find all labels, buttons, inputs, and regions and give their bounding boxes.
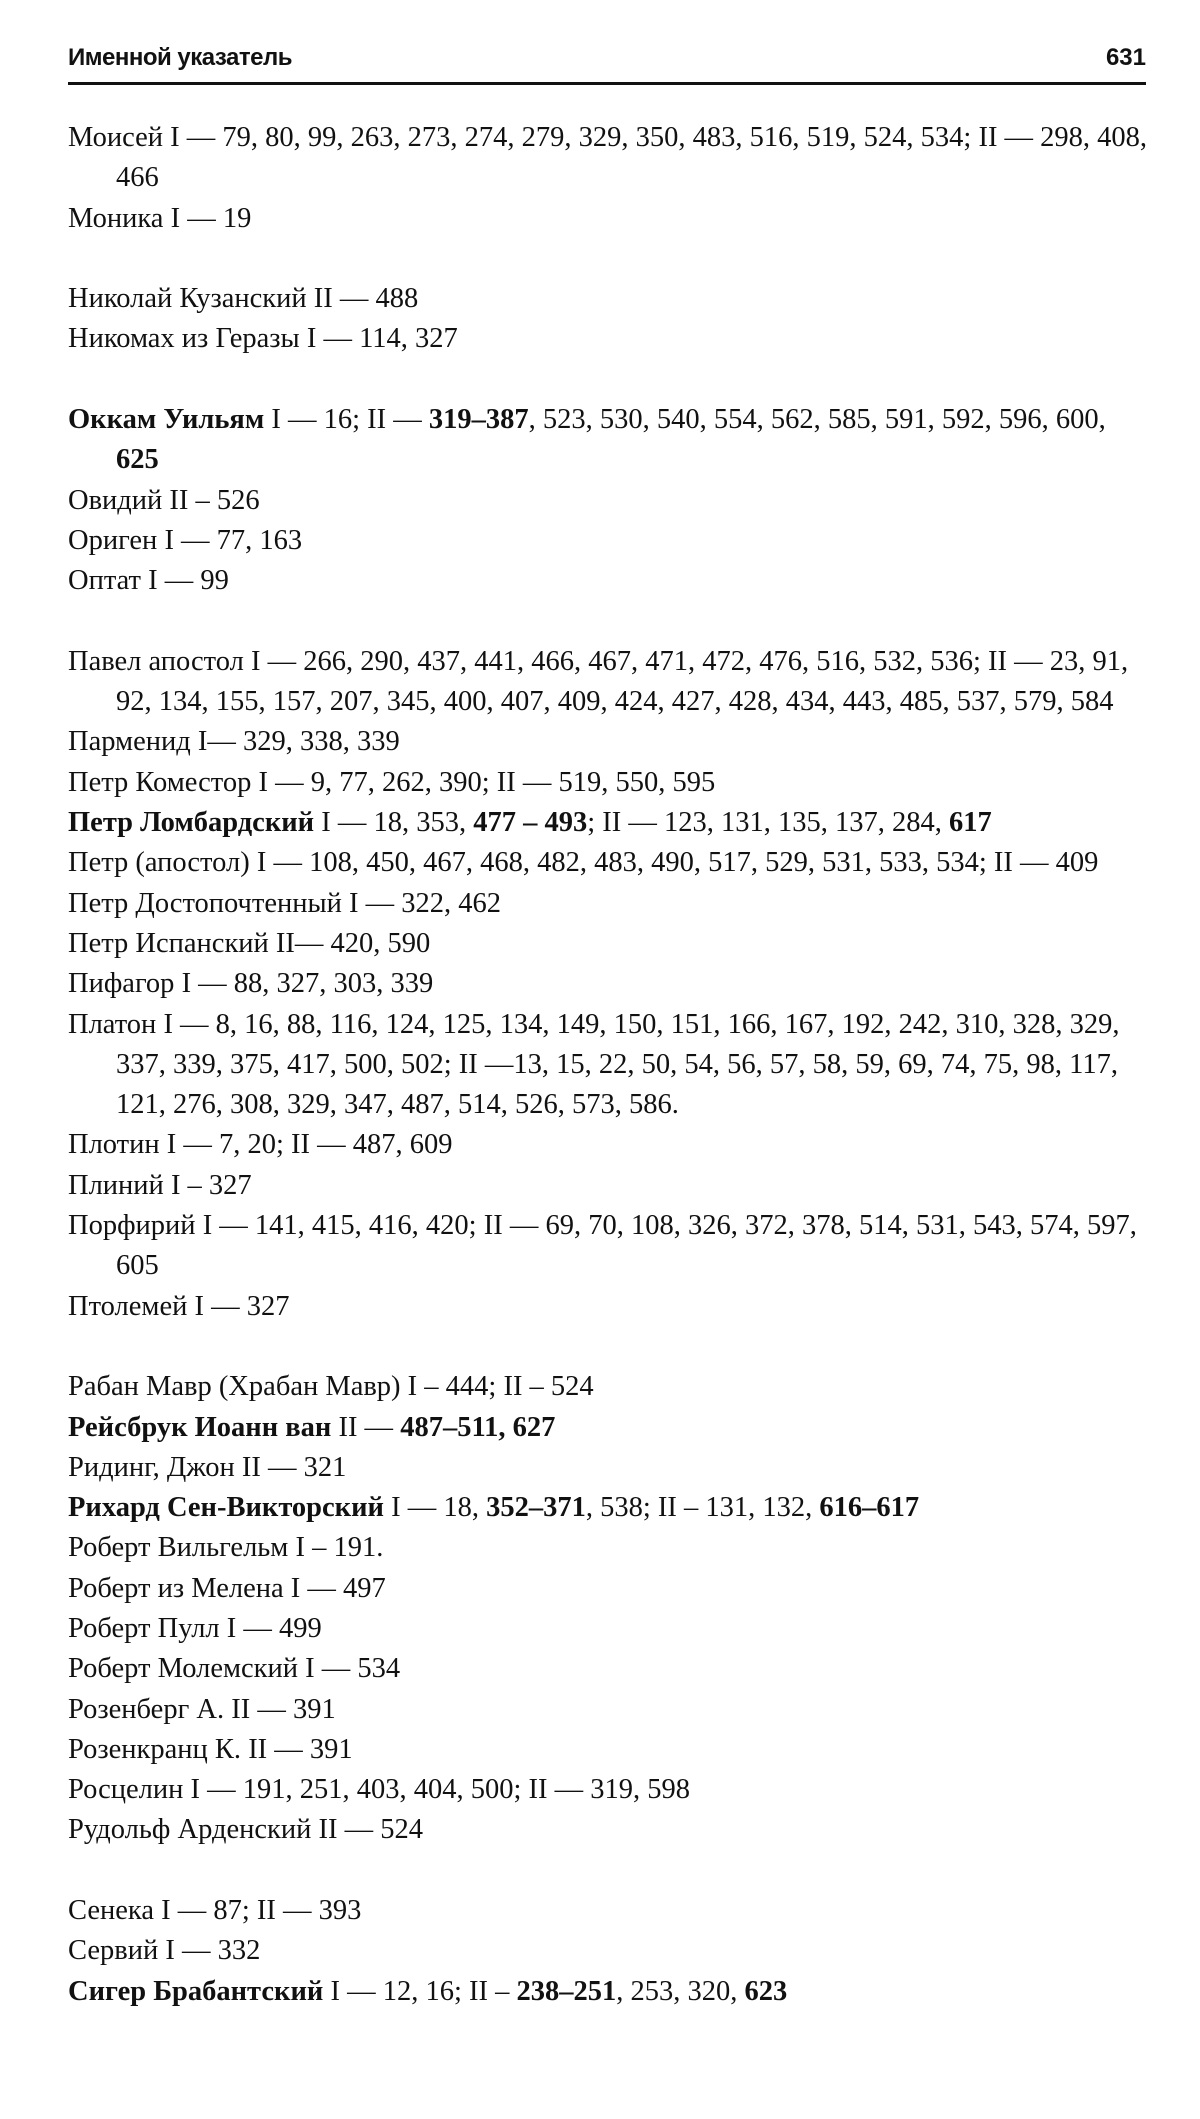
entry-pages: I — 77, 163 [157, 525, 302, 556]
index-entry [68, 642, 1148, 723]
entry-name: Моисей [68, 122, 163, 153]
entry-name: Сервий [68, 1935, 158, 1966]
entry-pages: I — 497 [284, 1573, 386, 1604]
entry-pages: I — 18, 353, [314, 807, 473, 838]
index-entry [68, 1488, 1148, 1528]
entry-pages: II — [331, 1412, 400, 1443]
index-entry [68, 1569, 1148, 1609]
index-group [68, 1891, 1148, 2012]
index-entry [68, 964, 1148, 1004]
entry-name: Роберт Пулл [68, 1613, 220, 1644]
entry-pages: 623 [744, 1976, 787, 2007]
running-header-title: Именной указатель [68, 44, 292, 72]
entry-pages: 625 [116, 444, 159, 475]
entry-pages: ; II — 123, 131, 135, 137, 284, [587, 807, 949, 838]
index-entry [68, 279, 1148, 319]
entry-name: Петр (апостол) [68, 847, 250, 878]
group-spacer [68, 360, 1148, 400]
index-entry [68, 481, 1148, 521]
entry-pages: I — 191, 251, 403, 404, 500; II — 319, 598 [183, 1774, 690, 1805]
entry-pages: , 253, 320, [616, 1976, 744, 2007]
entry-name: Птолемей [68, 1291, 187, 1322]
entry-name: Розенкранц К. [68, 1734, 241, 1765]
entry-pages: 487–511, 627 [400, 1412, 555, 1443]
entry-pages: 352–371 [486, 1492, 586, 1523]
entry-pages: I – 444; II – 524 [401, 1371, 594, 1402]
running-header [68, 44, 1146, 84]
entry-name: Плотин [68, 1129, 160, 1160]
entry-pages: I — 12, 16; II – [323, 1976, 516, 2007]
index-entry [68, 521, 1148, 561]
entry-name: Росцелин [68, 1774, 183, 1805]
index-entry [68, 1690, 1148, 1730]
entry-pages: II — 391 [224, 1694, 336, 1725]
index-entry [68, 1448, 1148, 1488]
entry-name: Петр Испанский [68, 928, 269, 959]
entry-name: Роберт Молемский [68, 1653, 298, 1684]
index-entry [68, 843, 1148, 883]
entry-name: Ориген [68, 525, 157, 556]
index-group [68, 642, 1148, 1327]
entry-pages: II — 524 [311, 1814, 423, 1845]
entry-name: Моника [68, 203, 163, 234]
entry-name: Рабан Мавр (Храбан Мавр) [68, 1371, 401, 1402]
index-entry [68, 1770, 1148, 1810]
index-entry [68, 1931, 1148, 1971]
index-entry [68, 1125, 1148, 1165]
index-entry [68, 1166, 1148, 1206]
entry-pages: I — 8, 16, 88, 116, 124, 125, 134, 149, 150, 151, 166, 167, 192, 242, 310, 328, 329, 337, 339, 375, 417, 500, 502; II —13, 15, 22, 50, 54, 56, 57, 58, 59, 69, 74, 75, 98, 117, 121, 276, 308, 329, 347, 487, 514, 526, 573, 586. [116, 1009, 1120, 1121]
entry-pages: I — 18, [384, 1492, 486, 1523]
entry-name: Рудольф Арденский [68, 1814, 311, 1845]
entry-name: Рихард Сен-Викторский [68, 1492, 384, 1523]
entry-pages: I— 329, 338, 339 [191, 726, 400, 757]
index-entry [68, 803, 1148, 843]
entry-name: Николай Кузанский [68, 283, 307, 314]
entry-name: Роберт из Мелена [68, 1573, 284, 1604]
entry-pages: I — 88, 327, 303, 339 [174, 968, 433, 999]
entry-pages: , 523, 530, 540, 554, 562, 585, 591, 592, 596, 600, [529, 404, 1106, 435]
entry-name: Павел апостол [68, 646, 244, 677]
entry-pages: I — 87; II — 393 [154, 1895, 361, 1926]
index-entry [68, 884, 1148, 924]
index-group [68, 118, 1148, 239]
index-entry [68, 561, 1148, 601]
entry-pages: I — 7, 20; II — 487, 609 [160, 1129, 453, 1160]
entry-name: Сигер Брабантский [68, 1976, 323, 2007]
index-entry [68, 1408, 1148, 1448]
entry-name: Плиний [68, 1170, 164, 1201]
index-entry [68, 1367, 1148, 1407]
entry-name: Розенберг А. [68, 1694, 224, 1725]
entry-pages: I — 141, 415, 416, 420; II — 69, 70, 108, 326, 372, 378, 514, 531, 543, 574, 597, 605 [116, 1210, 1137, 1281]
index-group [68, 279, 1148, 360]
index-entry [68, 924, 1148, 964]
entry-pages: II — 391 [241, 1734, 353, 1765]
entry-pages: I – 191. [288, 1532, 383, 1563]
book-page [0, 0, 1200, 2119]
entry-pages: 616–617 [819, 1492, 919, 1523]
entry-pages: I — 499 [220, 1613, 322, 1644]
entry-name: Оккам Уильям [68, 404, 264, 435]
index-entry [68, 1528, 1148, 1568]
index-entry [68, 1609, 1148, 1649]
group-spacer [68, 239, 1148, 279]
entry-pages: I — 266, 290, 437, 441, 466, 467, 471, 472, 476, 516, 532, 536; II — 23, 91, 92, 134, 155, 157, 207, 345, 400, 407, 409, 424, 427, 428, 434, 443, 485, 537, 579, 584 [116, 646, 1128, 717]
entry-name: Сенека [68, 1895, 154, 1926]
index-group [68, 400, 1148, 601]
index-entry [68, 400, 1148, 481]
name-index [68, 118, 1148, 2012]
index-entry [68, 1891, 1148, 1931]
entry-pages: I — 322, 462 [342, 888, 501, 919]
entry-pages: I — 327 [187, 1291, 289, 1322]
entry-name: Парменид [68, 726, 191, 757]
entry-pages: II – 526 [162, 485, 259, 516]
entry-pages: I — 534 [298, 1653, 400, 1684]
index-entry [68, 1972, 1148, 2012]
index-entry [68, 1810, 1148, 1850]
entry-pages: I — 79, 80, 99, 263, 273, 274, 279, 329, 350, 483, 516, 519, 524, 534; II — 298, 408, 466 [116, 122, 1147, 193]
index-entry [68, 722, 1148, 762]
group-spacer [68, 602, 1148, 642]
entry-name: Овидий [68, 485, 162, 516]
entry-pages: II — 321 [235, 1452, 347, 1483]
entry-pages: I — 99 [141, 565, 229, 596]
index-entry [68, 1005, 1148, 1126]
entry-pages: 238–251 [516, 1976, 616, 2007]
entry-name: Роберт Вильгельм [68, 1532, 288, 1563]
entry-pages: I – 327 [164, 1170, 252, 1201]
entry-pages: I — 114, 327 [300, 323, 458, 354]
index-entry [68, 1206, 1148, 1287]
entry-pages: I — 16; II — [264, 404, 429, 435]
index-entry [68, 1287, 1148, 1327]
entry-pages: I — 9, 77, 262, 390; II — 519, 550, 595 [251, 767, 715, 798]
entry-name: Порфирий [68, 1210, 196, 1241]
entry-pages: 477 – 493 [473, 807, 587, 838]
entry-pages: 319–387 [429, 404, 529, 435]
entry-pages: I — 108, 450, 467, 468, 482, 483, 490, 517, 529, 531, 533, 534; II — 409 [250, 847, 1099, 878]
index-entry [68, 199, 1148, 239]
index-entry [68, 763, 1148, 803]
entry-name: Платон [68, 1009, 156, 1040]
entry-pages: I — 19 [163, 203, 251, 234]
entry-pages: 617 [949, 807, 992, 838]
entry-pages: , 538; II – 131, 132, [586, 1492, 820, 1523]
entry-name: Петр Коместор [68, 767, 251, 798]
entry-name: Ридинг, Джон [68, 1452, 235, 1483]
entry-name: Петр Достопочтенный [68, 888, 342, 919]
entry-name: Никомах из Геразы [68, 323, 300, 354]
index-entry [68, 319, 1148, 359]
index-group [68, 1367, 1148, 1851]
header-rule [68, 82, 1146, 85]
entry-pages: I — 332 [158, 1935, 260, 1966]
entry-name: Петр Ломбардский [68, 807, 314, 838]
entry-pages: II— 420, 590 [269, 928, 430, 959]
index-entry [68, 118, 1148, 199]
group-spacer [68, 1327, 1148, 1367]
entry-name: Пифагор [68, 968, 174, 999]
index-entry [68, 1730, 1148, 1770]
entry-name: Рейсбрук Иоанн ван [68, 1412, 331, 1443]
entry-name: Оптат [68, 565, 141, 596]
page-number: 631 [1106, 44, 1146, 72]
index-entry [68, 1649, 1148, 1689]
entry-pages: II — 488 [307, 283, 419, 314]
group-spacer [68, 1851, 1148, 1891]
